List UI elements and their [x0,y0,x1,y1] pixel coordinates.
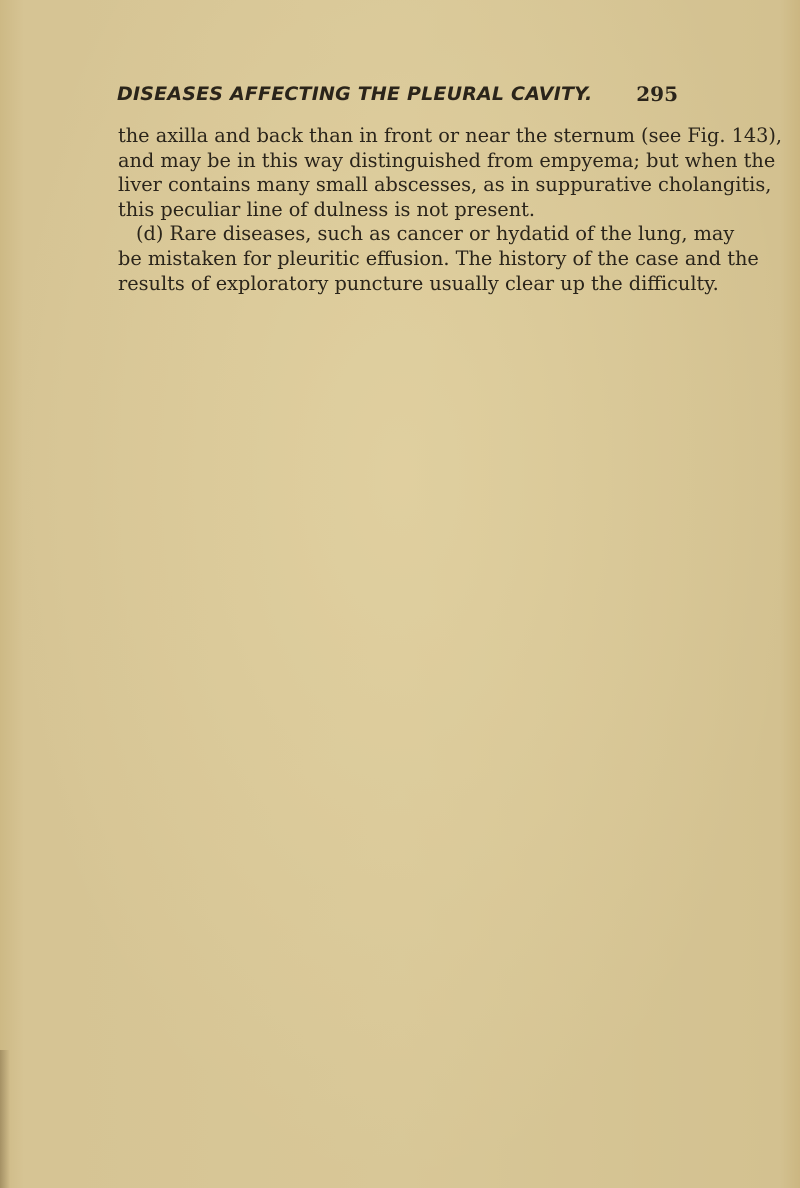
text-line: and may be in this way distinguished from empyema; but when the [118,148,776,172]
text-line: (d) Rare diseases, such as cancer or hydatid of the lung, may [136,222,735,246]
body-text [118,124,783,296]
running-head [117,80,678,110]
page-edge-shadow [0,1050,10,1188]
text-line: the axilla and back than in front or near the sternum (see Fig. 143), [118,124,783,147]
text-line: be mistaken for pleuritic effusion. The history of the case and the [118,246,759,270]
text-line: liver contains many small abscesses, as in suppurative cholangitis, [118,173,772,197]
text-line: this peculiar line of dulness is not present. [118,197,536,221]
running-title: DISEASES AFFECTING THE PLEURAL CAVITY. [117,83,593,105]
text-line: results of exploratory puncture usually clear up the difficulty. [118,271,719,295]
page-number: 295 [636,82,678,106]
